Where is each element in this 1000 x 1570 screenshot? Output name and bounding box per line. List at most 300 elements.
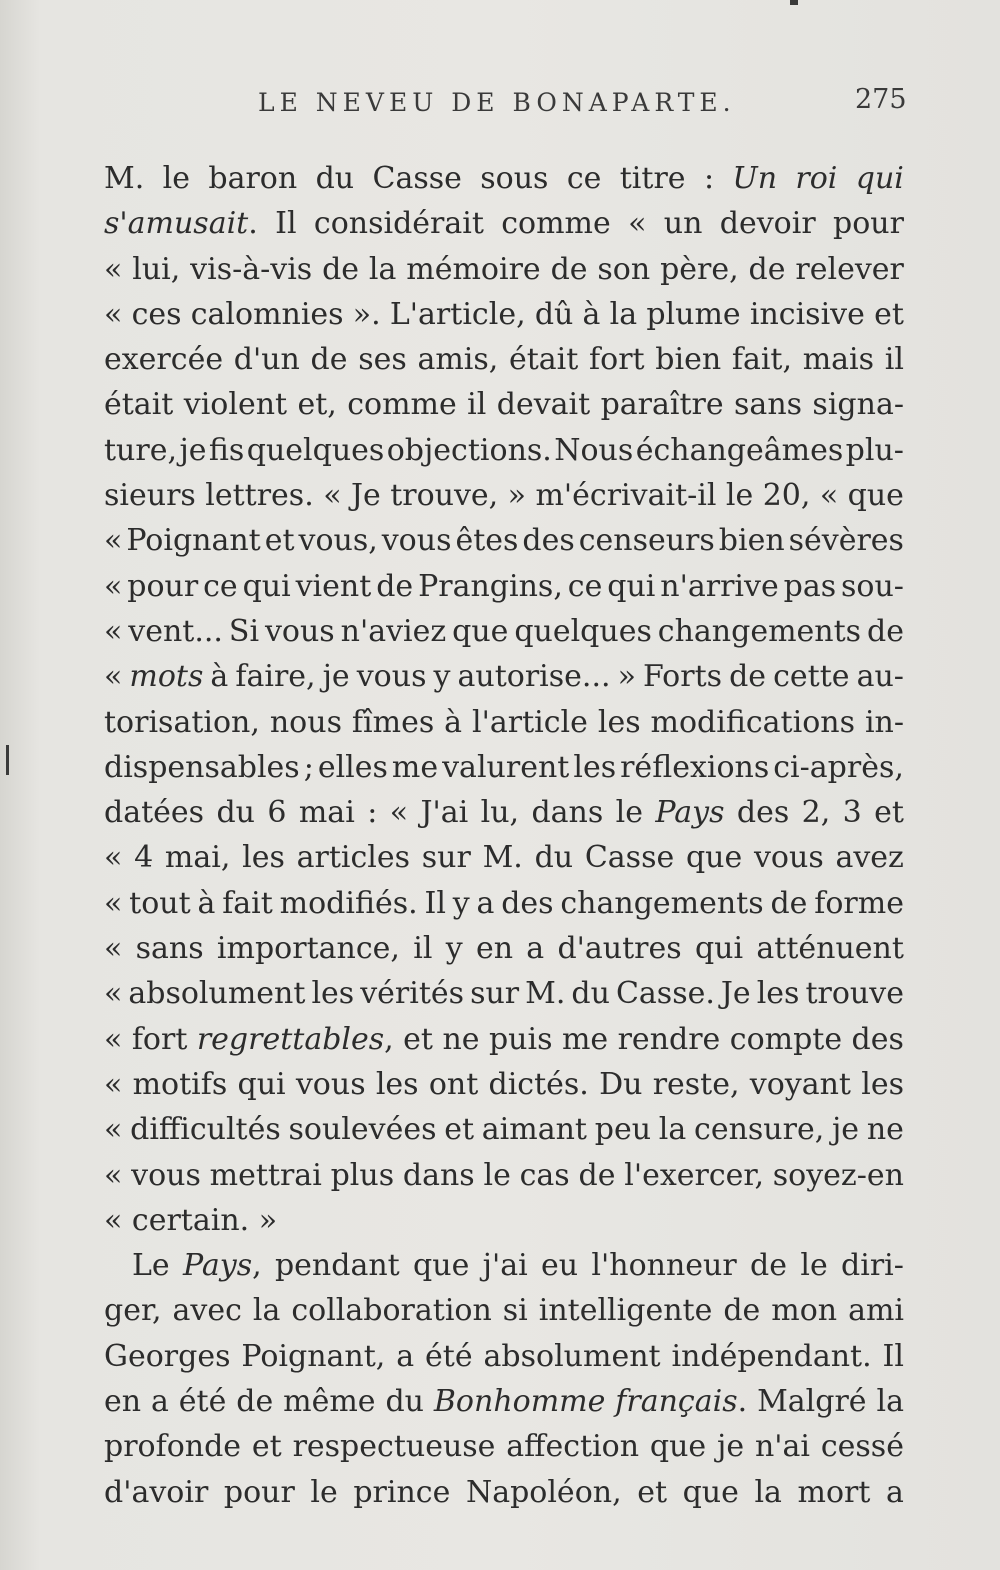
text-run: qui <box>242 568 291 604</box>
word <box>597 247 650 292</box>
text-run: vis-à-vis <box>190 251 313 287</box>
text-run: M. <box>482 840 523 876</box>
word <box>208 156 297 201</box>
word <box>297 835 410 880</box>
word <box>620 156 686 201</box>
word <box>444 700 462 745</box>
word <box>723 1288 760 1333</box>
word <box>318 745 388 790</box>
word <box>610 292 637 337</box>
text-run: été <box>178 1384 227 1420</box>
word <box>636 428 844 473</box>
text-run: absolument <box>483 1338 661 1374</box>
word <box>501 881 553 926</box>
word <box>886 1470 904 1515</box>
text-run: cette <box>773 659 850 695</box>
word <box>618 654 636 699</box>
word <box>624 1153 764 1198</box>
text-run: titre <box>619 161 686 196</box>
word <box>424 881 445 926</box>
text-run: rendre <box>617 1021 721 1057</box>
text-run: » <box>258 1202 278 1238</box>
word <box>551 247 588 292</box>
word <box>717 1424 744 1469</box>
word <box>655 337 721 382</box>
text-run: Du <box>599 1066 643 1102</box>
italic-text: Bonhomme <box>433 1384 606 1420</box>
text-run: ci-après, <box>773 749 904 785</box>
text-run: peu <box>594 1112 652 1148</box>
text-run: était <box>104 387 174 423</box>
word <box>163 156 190 201</box>
text-run: du <box>216 795 255 831</box>
text-line <box>104 564 904 609</box>
text-run: et <box>264 523 295 559</box>
text-run: à <box>197 885 216 921</box>
word <box>238 1062 286 1107</box>
text-run: un <box>663 206 703 242</box>
word <box>560 881 763 926</box>
word <box>470 971 519 1016</box>
word <box>205 473 314 518</box>
text-line <box>104 1198 904 1243</box>
text-run: dans <box>402 1157 475 1193</box>
text-run: n'ai <box>754 1429 810 1465</box>
word <box>557 926 681 971</box>
word <box>442 745 569 790</box>
text-run: profonde <box>104 1429 242 1465</box>
text-run: « <box>323 478 342 514</box>
word <box>133 1062 228 1107</box>
text-run: des <box>522 523 575 559</box>
text-run: modifiés. <box>279 885 418 921</box>
word <box>483 1243 528 1288</box>
word <box>297 382 336 427</box>
text-run: changements <box>560 885 764 921</box>
word <box>293 1424 496 1469</box>
text-run: Il <box>882 1338 904 1374</box>
word <box>730 1017 842 1062</box>
word <box>732 156 777 201</box>
text-run: fait <box>222 885 273 921</box>
text-run: Malgré <box>757 1384 867 1420</box>
text-run: « <box>104 1157 123 1193</box>
word <box>573 745 616 790</box>
word <box>396 1334 414 1379</box>
word <box>425 1334 473 1379</box>
text-run: Nous <box>554 432 634 468</box>
word <box>618 1017 721 1062</box>
text-run: des <box>736 795 790 831</box>
word <box>637 1470 667 1515</box>
word <box>104 1379 141 1424</box>
text-run: que <box>649 1429 707 1465</box>
text-run: a <box>885 1474 904 1510</box>
word <box>358 337 407 382</box>
word <box>489 1062 589 1107</box>
word <box>643 654 722 699</box>
word <box>867 1107 904 1152</box>
text-run: l'honneur <box>591 1248 737 1284</box>
word <box>756 926 904 971</box>
text-run: lui, <box>132 251 181 287</box>
text-run: Casse <box>372 161 462 196</box>
word <box>874 292 904 337</box>
word <box>571 971 610 1016</box>
text-run: pour <box>832 206 904 242</box>
text-run: Napoléon, <box>465 1474 622 1510</box>
word <box>353 292 381 337</box>
word <box>190 247 312 292</box>
word <box>136 926 204 971</box>
word <box>798 1470 871 1515</box>
word <box>832 1107 859 1152</box>
word <box>151 1379 169 1424</box>
text-run: 6 <box>267 795 287 831</box>
word <box>341 609 447 654</box>
text-run: fait, <box>731 342 793 378</box>
word <box>585 835 674 880</box>
text-run: dans <box>531 795 604 831</box>
text-run: Prangins, <box>418 568 563 604</box>
text-run: vérités <box>360 976 465 1012</box>
text-run: Casse <box>584 840 675 876</box>
word <box>392 745 438 790</box>
text-run: sur <box>470 976 520 1012</box>
text-line <box>104 337 904 382</box>
word <box>104 156 144 201</box>
word <box>598 700 641 745</box>
word <box>446 926 463 971</box>
word <box>481 790 519 835</box>
word <box>382 518 452 563</box>
word <box>480 156 548 201</box>
text-run: affection <box>506 1429 640 1465</box>
text-run: les <box>861 1066 904 1102</box>
text-line <box>104 609 904 654</box>
word <box>795 156 837 201</box>
word <box>420 790 468 835</box>
text-run: mort <box>797 1474 871 1510</box>
text-line <box>104 473 904 518</box>
text-run: ne <box>866 1112 904 1148</box>
text-run: il <box>413 931 433 967</box>
word <box>686 835 742 880</box>
word <box>234 337 300 382</box>
text-run: 2, <box>801 795 831 831</box>
text-run: et <box>637 1474 667 1510</box>
text-run: ; <box>303 749 314 785</box>
text-run: a <box>396 1338 415 1374</box>
text-run: Je <box>350 478 381 514</box>
text-run: vous <box>381 523 452 559</box>
word <box>773 745 904 790</box>
word <box>331 1153 395 1198</box>
word <box>217 926 400 971</box>
word <box>531 790 603 835</box>
text-run: « <box>104 1112 123 1148</box>
word <box>289 1107 437 1152</box>
word <box>387 428 552 473</box>
text-run: ne <box>442 1021 480 1057</box>
word <box>236 1379 273 1424</box>
word <box>369 247 396 292</box>
word <box>183 1243 262 1288</box>
text-run: mettrai <box>209 1157 322 1193</box>
text-run: cessé <box>820 1429 904 1465</box>
text-run: que <box>685 840 743 876</box>
text-run: la <box>252 1293 281 1329</box>
text-run: puis <box>488 1021 553 1057</box>
word <box>191 292 344 337</box>
text-line <box>104 790 904 835</box>
text-run: de <box>723 1293 761 1329</box>
text-run: ami <box>848 1293 904 1329</box>
text-run: de <box>750 1248 788 1284</box>
word <box>104 473 196 518</box>
word <box>104 1334 230 1379</box>
text-run: Il <box>275 206 297 242</box>
text-run: de <box>748 251 786 287</box>
word <box>664 201 703 246</box>
word <box>390 292 526 337</box>
text-run: d'autres <box>557 931 682 967</box>
text-line <box>104 428 904 473</box>
word <box>726 473 753 518</box>
text-run: M. <box>104 161 145 196</box>
word <box>104 1470 208 1515</box>
text-run: respectueuse <box>292 1429 496 1465</box>
text-run: « <box>819 478 839 514</box>
text-run: le <box>483 1157 511 1193</box>
text-run: motifs <box>132 1066 228 1102</box>
text-run: incisive <box>749 296 865 332</box>
italic-text: qui <box>855 161 904 196</box>
text-run: de <box>550 251 588 287</box>
word <box>104 654 122 699</box>
text-run: devoir <box>719 206 816 242</box>
text-run: soyez-en <box>772 1157 904 1193</box>
text-run: amis, <box>417 342 499 378</box>
text-run: violent <box>183 387 288 423</box>
word <box>403 1153 475 1198</box>
text-run: qui <box>694 931 744 967</box>
text-run: vous <box>356 659 427 695</box>
text-run: plume <box>646 296 741 332</box>
word <box>734 382 802 427</box>
word <box>265 609 335 654</box>
page-number: 275 <box>855 84 907 115</box>
word <box>771 1288 837 1333</box>
text-run: faire, <box>235 659 316 695</box>
word <box>615 1379 747 1424</box>
text-run: « <box>628 206 647 242</box>
text-run: sans <box>135 931 204 967</box>
text-run: de <box>770 885 808 921</box>
word <box>132 1017 188 1062</box>
text-run: fis <box>208 432 245 468</box>
text-run: sévères <box>788 523 904 559</box>
text-run: mon <box>771 1293 838 1329</box>
text-run: L'article, <box>389 296 526 332</box>
word <box>453 881 470 926</box>
text-run: sur <box>421 840 471 876</box>
word <box>275 201 296 246</box>
text-run: sieurs <box>104 478 196 514</box>
word <box>802 790 831 835</box>
word <box>595 1107 651 1152</box>
text-run: je <box>717 1429 745 1465</box>
word <box>554 428 633 473</box>
text-run: paraître <box>600 387 724 423</box>
text-run: mai <box>298 795 355 831</box>
text-run: et <box>403 1021 433 1057</box>
word <box>856 156 904 201</box>
word <box>104 790 204 835</box>
text-run: « <box>104 251 123 287</box>
text-run: ce <box>566 161 602 196</box>
word <box>132 1243 170 1288</box>
text-run: modifications <box>650 704 855 740</box>
word <box>104 745 300 790</box>
text-run: fîmes <box>351 704 435 740</box>
word <box>659 1107 686 1152</box>
text-run: vous, <box>298 523 378 559</box>
text-run: en <box>475 931 514 967</box>
word <box>821 1424 904 1469</box>
word <box>865 700 904 745</box>
text-run: ger, <box>104 1293 162 1329</box>
text-run: que <box>682 1474 739 1510</box>
word <box>406 247 540 292</box>
text-run: dispensables <box>104 749 300 785</box>
text-line <box>104 156 904 201</box>
word <box>216 790 255 835</box>
word <box>846 428 904 473</box>
text-run: les <box>375 1066 419 1102</box>
word <box>351 473 381 518</box>
word <box>514 609 652 654</box>
text-run: atténuent <box>756 931 904 967</box>
text-run: tout <box>129 885 191 921</box>
text-run: Georges <box>104 1338 231 1374</box>
text-run: forme <box>814 885 904 921</box>
word <box>660 247 739 292</box>
text-run: des <box>501 885 554 921</box>
word <box>616 790 643 835</box>
text-run: nous <box>269 704 342 740</box>
text-run: reste, <box>652 1066 740 1102</box>
text-run: pour <box>223 1474 295 1510</box>
word <box>483 835 523 880</box>
text-run: soulevées <box>288 1112 437 1148</box>
text-line <box>104 1243 904 1288</box>
text-run: . <box>248 206 258 242</box>
word <box>179 1379 227 1424</box>
text-run: ce <box>203 568 238 604</box>
text-line <box>104 971 904 1016</box>
word <box>729 654 766 699</box>
word <box>763 473 811 518</box>
text-run: le <box>310 1474 338 1510</box>
word <box>814 881 904 926</box>
word <box>535 473 716 518</box>
text-run: quelques <box>246 432 385 468</box>
text-run: et <box>874 795 904 831</box>
word <box>132 247 180 292</box>
text-run: « <box>104 296 123 332</box>
text-run: intelligente <box>538 1293 713 1329</box>
word <box>694 1107 824 1152</box>
text-run: elles <box>317 749 388 785</box>
word <box>857 654 904 699</box>
text-run: de <box>236 1384 274 1420</box>
text-run: trouve <box>805 976 904 1012</box>
word <box>520 1153 570 1198</box>
text-line <box>104 1424 904 1469</box>
text-run: que <box>452 613 509 649</box>
word <box>323 473 341 518</box>
word <box>660 564 778 609</box>
word <box>417 337 498 382</box>
text-run: de <box>578 1157 616 1193</box>
word <box>653 1062 740 1107</box>
word <box>601 382 724 427</box>
text-run: « <box>104 885 123 921</box>
text-run: dû <box>534 296 574 332</box>
text-run: ». <box>352 296 381 332</box>
word <box>222 881 273 926</box>
word <box>283 1379 375 1424</box>
word <box>422 835 471 880</box>
text-run: les <box>573 749 617 785</box>
word <box>704 156 714 201</box>
word <box>203 564 238 609</box>
italic-text: s'amusait <box>104 206 249 242</box>
word <box>841 564 904 609</box>
scan-edge-mark <box>6 745 9 775</box>
text-line <box>104 292 904 337</box>
text-run: à <box>582 296 601 332</box>
word <box>568 564 603 609</box>
word <box>578 1153 615 1198</box>
word <box>484 1334 661 1379</box>
text-run: du <box>385 1384 424 1420</box>
word <box>104 1062 122 1107</box>
word <box>567 156 602 201</box>
word <box>129 881 191 926</box>
word <box>376 1062 419 1107</box>
word <box>607 564 655 609</box>
word <box>418 564 563 609</box>
text-run: valurent <box>442 749 570 785</box>
word <box>210 1153 322 1198</box>
text-run: « <box>104 613 123 649</box>
word <box>104 1107 122 1152</box>
word <box>429 1062 478 1107</box>
text-run: bien <box>718 523 785 559</box>
word <box>784 564 837 609</box>
text-run: le <box>615 795 643 831</box>
text-run: censeurs <box>578 523 715 559</box>
text-line <box>104 1470 904 1515</box>
word <box>683 1470 739 1515</box>
text-run: a <box>150 1384 169 1420</box>
word <box>444 1107 474 1152</box>
text-run: il <box>884 342 904 378</box>
text-run: absolument <box>128 976 306 1012</box>
word <box>252 1424 282 1469</box>
